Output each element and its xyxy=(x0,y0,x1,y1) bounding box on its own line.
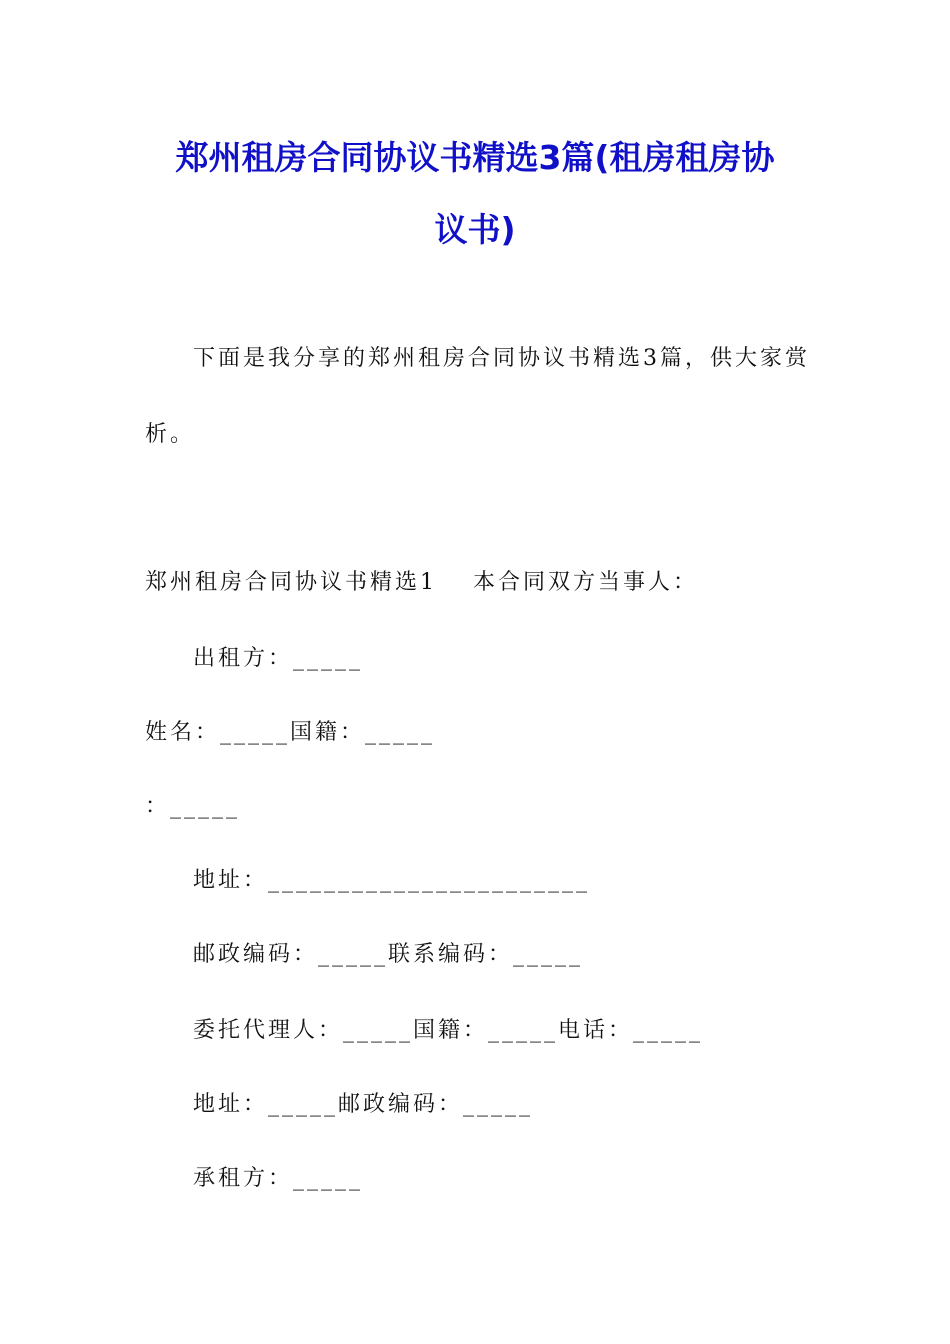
agent-line: 委托代理人：_____国籍：_____电话：_____ xyxy=(193,1018,704,1043)
lessee-line: 承租方：_____ xyxy=(193,1166,364,1191)
agent-address-line: 地址：_____邮政编码：_____ xyxy=(193,1092,534,1117)
intro-paragraph-line-1: 下面是我分享的郑州租房合同协议书精选3篇，供大家赏 xyxy=(193,346,810,371)
document-title-line-1: 郑州租房合同协议书精选3篇(租房租房协 xyxy=(175,138,775,177)
intro-paragraph-line-2: 析。 xyxy=(145,422,196,447)
section-heading: 郑州租房合同协议书精选1 xyxy=(145,570,437,595)
address-line: 地址：_______________________ xyxy=(193,868,591,893)
postal-contact-line: 邮政编码：_____联系编码：_____ xyxy=(193,942,584,967)
name-nationality-line: 姓名：_____国籍：_____ xyxy=(145,720,436,745)
blank-field-line: ：_____ xyxy=(145,794,241,819)
section-intro: 本合同双方当事人： xyxy=(473,570,699,595)
lessor-line: 出租方：_____ xyxy=(193,646,364,671)
document-title-line-2: 议书) xyxy=(434,210,516,249)
